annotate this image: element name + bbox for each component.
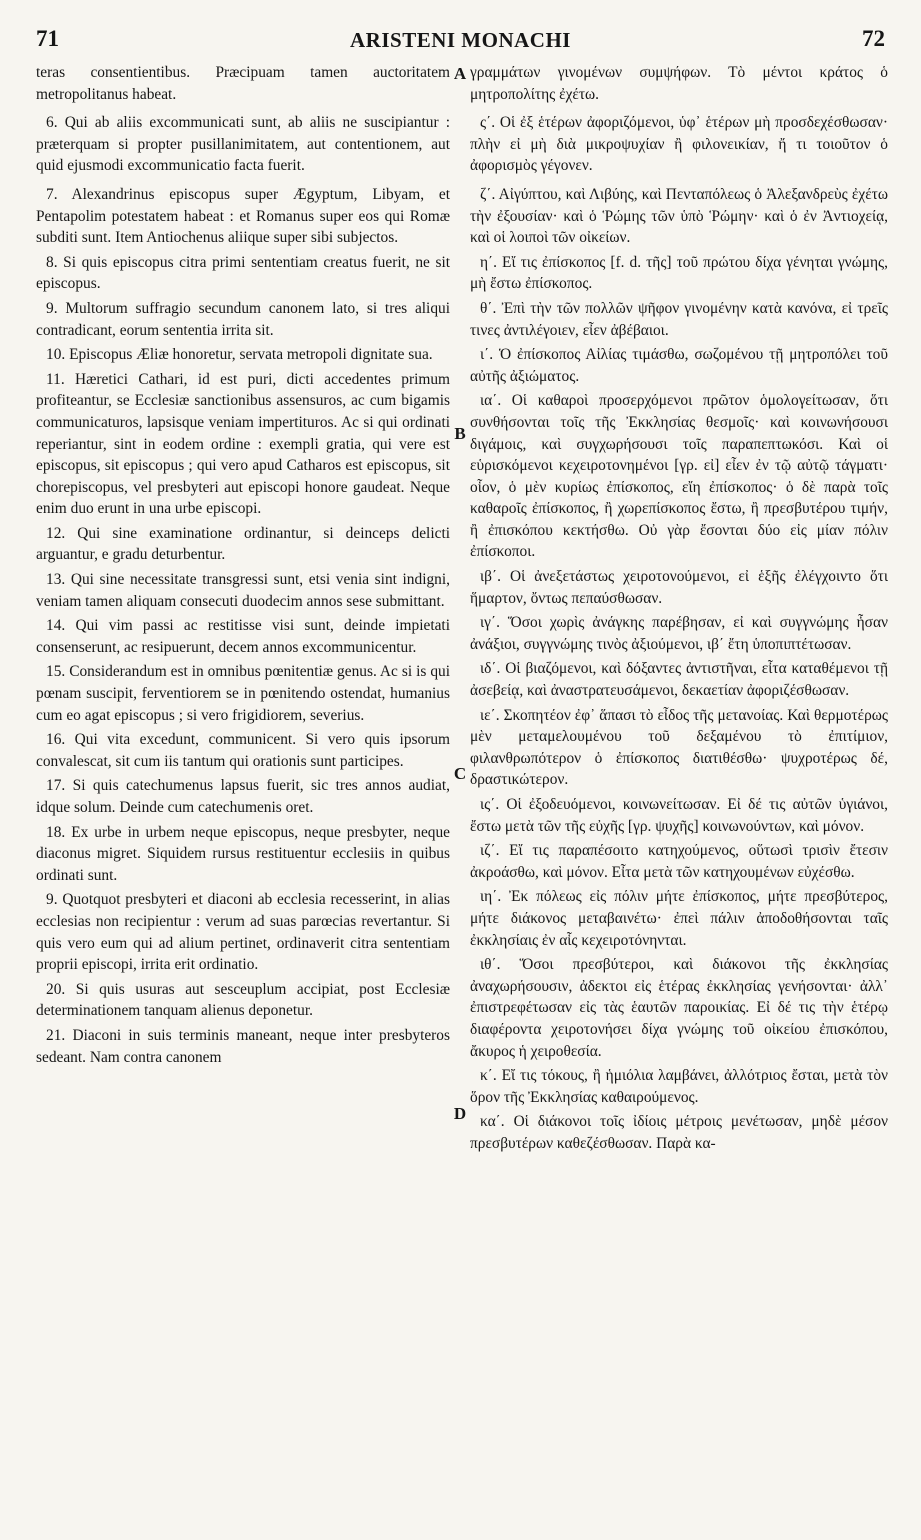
margin-marker-d: D	[453, 1104, 467, 1123]
greek-canon-19: ιθ΄. Ὅσοι πρεσβύτεροι, καὶ διάκονοι τῆς ἐκκλησίας ἀναχωρήσουσιν, ἀδεκτοι εἰς ἑτέρας ἐκκλησίας γενήσονται· ἀλλ᾽ ἐπιστρεφέτωσαν εἰς τὰς ἑαυτῶν παροικίας. Εἰ δέ τις τὴν ἑτέρῳ διαφέροντα χειροτονήσει δίχα γνώμης τοῦ οἰκείου ἐπισκόπου, ἄκυρος ἡ χειροθεσία.	[470, 956, 888, 1060]
greek-canon-14: ιδ΄. Οἱ βιαζόμενοι, καὶ δόξαντες ἀντιστῆναι, εἶτα καταθέμενοι τῇ ἀσεβείᾳ, καὶ ἀναστρατευσάμενοι, δεκαετίαν ἀφοριζέσθωσαν.	[470, 660, 888, 700]
latin-canon-8: 8. Si quis episcopus citra primi sententiam creatus fuerit, ne sit episcopus.	[36, 253, 450, 293]
latin-paragraph: teras consentientibus. Præcipuam tamen auctoritatem metropolitanus habeat.	[36, 64, 450, 103]
greek-canon-12: ιβ΄. Οἱ ἀνεξετάστως χειροτονούμενοι, εἰ ἑξῆς ἐλέγχοιντο ὅτι ἥμαρτον, ὄντως πεπαύσθωσαν.	[470, 568, 888, 607]
latin-canon-10: 10. Episcopus Æliæ honoretur, servata metropoli dignitate sua.	[46, 346, 433, 364]
greek-canon-17: ιζ΄. Εἴ τις παραπέσοιτο κατηχούμενος, οὕτωσὶ τρισὶν ἔτεσιν ἀκροάσθω, καὶ μόνον. Εἶτα μετὰ τῶν κατηχουμένων εὐχέσθω.	[470, 842, 888, 881]
right-page-number: 72	[862, 26, 885, 51]
greek-canon-10: ι΄. Ὁ ἐπίσκοπος Αἰλίας τιμάσθω, σωζομένου τῇ μητροπόλει τοῦ αὐτῆς ἀξιώματος.	[470, 346, 888, 385]
latin-canon-17: 17. Si quis catechumenus lapsus fuerit, sic tres annos audiat, idque solum. Deinde cum catechumenis oret.	[36, 777, 450, 816]
greek-column	[470, 62, 888, 1155]
latin-canon-13: 13. Qui sine necessitate transgressi sunt, etsi venia sint indigni, veniam tamen aliquam consecuti duodecim annos sese submittant.	[36, 571, 450, 610]
margin-marker-a: A	[453, 64, 467, 83]
left-page-number: 71	[36, 26, 59, 51]
greek-canon-20: κ΄. Εἴ τις τόκους, ἢ ἡμιόλια λαμβάνει, ἀλλότριος ἔσται, μετὰ τὸν ὅρον τῆς Ἐκκλησίας καθαιρούμενος.	[470, 1067, 888, 1106]
latin-canon-21: 21. Diaconi in suis terminis maneant, neque inter presbyteros sedeant. Nam contra canonem	[36, 1026, 450, 1066]
latin-column	[36, 62, 450, 1068]
latin-canon-18: 18. Ex urbe in urbem neque episcopus, neque presbyter, neque diaconus migret. Siquidem rursus restituentur ecclesiis in quibus ordinati sunt.	[36, 823, 450, 884]
latin-canon-6: 6. Qui ab aliis excommunicati sunt, ab aliis ne suscipiantur : præterquam si propter pusillanimitatem, aut contentionem, aut quid ejusmodi excommunicatio facta fuerit.	[36, 114, 450, 175]
latin-canon-7: 7. Alexandrinus episcopus super Ægyptum, Libyam, et Pentapolim potestatem habeat : et Romanus super eos qui Romæ subditi sunt. Item Antiochenus aliique super sibi subjectos.	[36, 185, 450, 247]
greek-canon-8: η΄. Εἴ τις ἐπίσκοπος [f. d. τῆς] τοῦ πρώτου δίχα γένηται γνώμης, μὴ ἔστω ἐπίσκοπος.	[470, 253, 888, 293]
latin-canon-12: 12. Qui sine examinatione ordinantur, si deinceps delicti arguantur, e gradu deturbentur.	[36, 524, 450, 564]
latin-canon-9: 9. Multorum suffragio secundum canonem lato, si tres aliqui contradicant, eorum sententia irrita sit.	[36, 299, 450, 339]
greek-canon-9: θ΄. Ἐπὶ τὴν τῶν πολλῶν ψῆφον γινομένην κατὰ κανόνα, εἰ τρεῖς τινες ἀντιλέγοιεν, εἶεν ἀβέβαιοι.	[470, 299, 888, 339]
latin-canon-20: 20. Si quis usuras aut sesceuplum accipiat, post Ecclesiæ determinationem tanquam alienus deponetur.	[36, 980, 450, 1020]
greek-canon-7: ζ΄. Αἰγύπτου, καὶ Λιβύης, καὶ Πενταπόλεως ὁ Ἀλεξανδρεὺς ἐχέτω τὴν ἐξουσίαν· καὶ ὁ Ῥώμης τῶν ὑπὸ Ῥώμην· καὶ ὁ ἐν Ἀντιοχείᾳ, καὶ οἱ λοιποὶ τῶν οἰκείων.	[470, 185, 888, 247]
greek-canon-21: κα΄. Οἱ διάκονοι τοῖς ἰδίοις μέτροις μενέτωσαν, μηδὲ μέσον πρεσβυτέρων καθεζέσθωσαν. Παρὰ κα-	[470, 1113, 888, 1152]
greek-canon-13: ιγ΄. Ὅσοι χωρὶς ἀνάγκης παρέβησαν, εἰ καὶ συγγνώμης ἦσαν ἀνάξιοι, συγγνώμης τινὸς ἀξιούμενοι, ιβ΄ ἔτη ὑποπιπτέτωσαν.	[470, 614, 888, 653]
greek-canon-18: ιη΄. Ἐκ πόλεως εἰς πόλιν μήτε ἐπίσκοπος, μήτε πρεσβύτερος, μήτε διάκονος μεταβαινέτω· ἐπεὶ πάλιν ἀποδοθήσονται ταῖς ἐκκλησίαις ἐν αἷς κεχειροτόνηνται.	[470, 888, 888, 949]
greek-canon-11: ια΄. Οἱ καθαροὶ προσερχόμενοι πρῶτον ὁμολογείτωσαν, ὅτι συνθήσονται τοῖς τῆς Ἐκκλησίας θεσμοῖς· καὶ κοινωνήσουσι διγάμοις, καὶ συγχωρήσουσι τοῖς παραπεπτωκόσι. Καὶ οἱ εὑρισκόμενοι κεχειροτονημένοι [γρ. εἰ] εἶεν ἐν τῷ αὐτῷ τάγματι· οἷον, ὁ μὲν κυρίως ἐπίσκοπος, εἴη ἐπίσκοπος· ὁ δὲ παρὰ τοῖς καθαροῖς ἐπίσκοπος, ἢ χωρεπίσκοπος ἔστω, ἢ πρεσβυτέρου τιμήν, ἢ ἐπισκόπου κεκτήσθω. Οὐ γὰρ ἔσονται δύο εἰς μίαν πόλιν ἐπίσκοποι.	[470, 392, 888, 561]
greek-canon-16: ις΄. Οἱ ἐξοδευόμενοι, κοινωνείτωσαν. Εἰ δέ τις αὐτῶν ὑγιάνοι, ἔστω μετὰ τῶν τῆς εὐχῆς [γρ. ψυχῆς] κοινωνούντων, καὶ μόνον.	[470, 796, 888, 835]
latin-canon-16: 16. Qui vita excedunt, communicent. Si vero quis ipsorum convalescat, sit cum iis tantum qui orationis sunt participes.	[36, 731, 450, 770]
greek-canon-6: ς΄. Οἱ ἐξ ἑτέρων ἀφοριζόμενοι, ὑφ᾽ ἑτέρων μὴ προσδεχέσθωσαν· πλὴν εἰ μὴ διὰ μικροψυχίαν ἢ φιλονεικίαν, ἤ τι τοιοῦτον ὁ ἀφορισμὸς γέγονεν.	[470, 114, 888, 175]
latin-canon-19: 9. Quotquot presbyteri et diaconi ab ecclesia recesserint, in alias ecclesias non recipientur : verum ad suas parœcias revertantur. Si quis vero eum qui ad alium pertinet, ordinaverit citra sententiam proprii episcopi, irrita erit ordinatio.	[36, 891, 450, 974]
margin-marker-b: B	[454, 424, 466, 443]
latin-canon-14: 14. Qui vim passi ac restitisse visi sunt, deinde impietati consenserunt, ac resipuerunt, decem annos excommunicentur.	[36, 617, 450, 656]
greek-paragraph: γραμμάτων γινομένων συμψήφων. Τὸ μέντοι κράτος ὁ μητροπολίτης ἐχέτω.	[470, 64, 888, 103]
latin-canon-11: 11. Hæretici Cathari, id est puri, dicti accedentes primum profiteantur, se Ecclesiæ sanctionibus assensuros, ac cum bigamis communicaturos, lapsisque veniam impertituros. Ac si qui ordinati reperiantur, sint in eodem ordine : exempli gratia, qui vere est episcopus, sit episcopus ; qui vero apud Catharos est episcopus, sit chorepiscopus, vel presbyteri aut episcopi honore gaudeat. Neque enim duo erunt in una urbe episcopi.	[36, 370, 450, 518]
running-header	[36, 22, 885, 62]
margin-marker-c: C	[453, 764, 467, 783]
running-title: ARISTENI MONACHI	[350, 28, 571, 52]
greek-canon-15: ιε΄. Σκοπητέον ἐφ᾽ ἅπασι τὸ εἶδος τῆς μετανοίας. Καὶ θερμοτέρως μὲν μεταμελουμένου τοῦ δεξαμένου τὸ ἐπιτίμιον, φιλανθρωπότερον ὁ ἐπίσκοπος διατιθέσθω· ψυχροτέρως δέ, δραστικώτερον.	[470, 706, 888, 789]
latin-canon-15: 15. Considerandum est in omnibus pœnitentiæ genus. Ac si is qui pœnam suscipit, ferventiorem se in pœnitendo ostendat, humanius cum eo agat episcopus ; si vero frigidiorem, severius.	[36, 663, 450, 724]
